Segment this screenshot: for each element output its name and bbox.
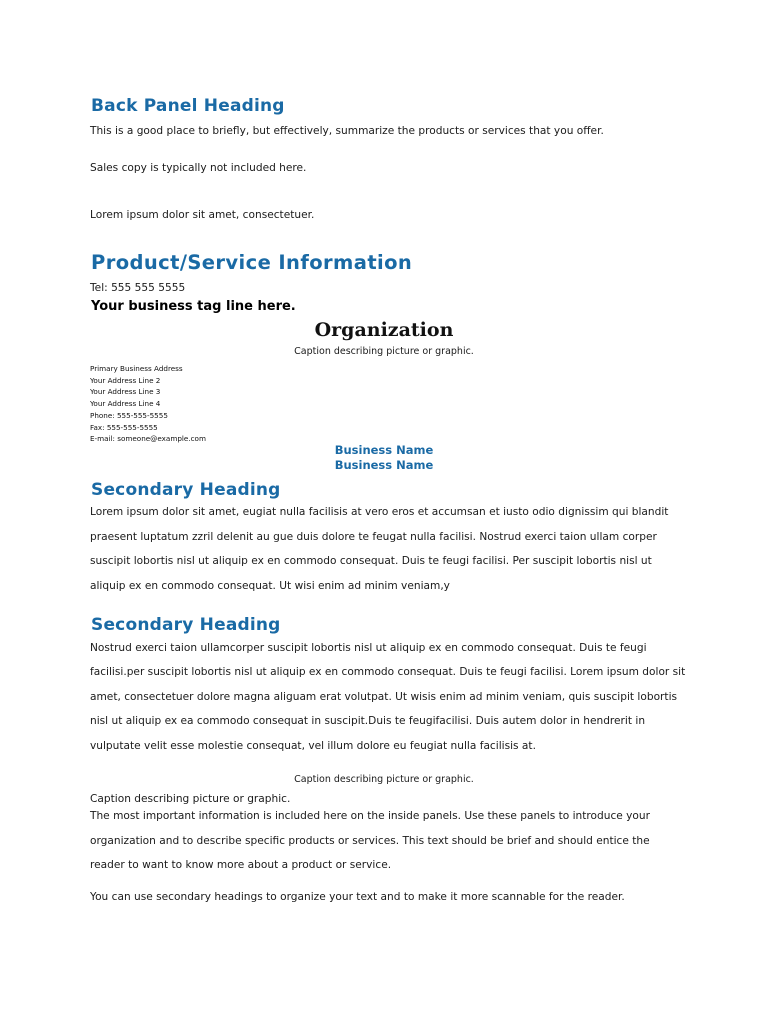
product-service-heading: Product/Service Information <box>91 251 413 274</box>
business-name: Business Name <box>334 458 434 472</box>
picture-caption-center: Caption describing picture or graphic. <box>294 774 474 785</box>
picture-caption-left: Caption describing picture or graphic. <box>90 793 291 805</box>
business-tagline: Your business tag line here. <box>91 299 296 314</box>
secondary-1-line: praesent luptatum zzril delenit au gue duis dolore te feugat nulla facilisi. Nostrud exerci taion ullam corper <box>90 531 657 543</box>
address-block <box>90 363 206 445</box>
inside-line: The most important information is included here on the inside panels. Use these panels to introduce your <box>90 810 650 822</box>
back-panel-paragraph-2: Sales copy is typically not included here. <box>90 162 307 174</box>
phone-line: Phone: 555-555-5555 <box>90 410 168 420</box>
back-panel-heading: Back Panel Heading <box>91 96 285 116</box>
secondary-1-line: Lorem ipsum dolor sit amet, eugiat nulla facilisis at vero eros et accumsan et iusto odio dignissim qui blandit <box>90 506 669 518</box>
address-line: Primary Business Address <box>90 364 183 373</box>
secondary-2-line: amet, consectetuer dolore magna aliguam erat volutpat. Ut wisis enim ad minim veniam, quis suscipit lobortis <box>90 691 678 703</box>
inside-closing: You can use secondary headings to organize your text and to make it more scannable for the reader. <box>90 891 625 903</box>
secondary-2-line: vulputate velit esse molestie consequat, vel illum dolore eu feugiat nulla facilisis at. <box>90 740 536 752</box>
secondary-2-line: Nostrud exerci taion ullamcorper suscipit lobortis nisl ut aliquip ex en commodo consequat. Duis te feugi <box>90 642 647 654</box>
address-line: Your Address Line 2 <box>90 375 161 385</box>
email-line: E-mail: someone@example.com <box>90 434 206 444</box>
address-line: Your Address Line 3 <box>90 387 161 397</box>
picture-caption: Caption describing picture or graphic. <box>294 346 474 357</box>
secondary-1-line: aliquip ex en commodo consequat. Ut wisi enim ad minim veniam,y <box>90 580 450 592</box>
organization-title: Organization <box>314 319 454 341</box>
back-panel-paragraph-1: This is a good place to briefly, but effectively, summarize the products or services that you offer. <box>90 125 604 137</box>
secondary-2-line: nisl ut aliquip ex ea commodo consequat in suscipit.Duis te feugifacilisi. Duis autem dolor in hendrerit in <box>90 715 646 727</box>
secondary-2-line: facilisi.per suscipit lobortis nisl ut aliquip ex en commodo consequat. Duis te feugi facilisi. Lorem ipsum dolor sit <box>90 666 686 678</box>
business-name: Business Name <box>334 443 434 457</box>
fax-line: Fax: 555-555-5555 <box>90 422 158 432</box>
secondary-1-line: suscipit lobortis nisl ut aliquip ex en commodo consequat. Duis te feugi facilisi. Per suscipit lobortis nisl ut <box>90 555 652 567</box>
back-panel-paragraph-3: Lorem ipsum dolor sit amet, consectetuer. <box>90 209 315 221</box>
inside-line: organization and to describe specific products or services. This text should be brief and should entice the <box>90 835 650 847</box>
telephone: Tel: 555 555 5555 <box>90 282 186 294</box>
address-line: Your Address Line 4 <box>90 399 161 409</box>
inside-line: reader to want to know more about a product or service. <box>90 859 392 871</box>
secondary-heading-2: Secondary Heading <box>91 615 281 635</box>
secondary-heading-1: Secondary Heading <box>91 480 281 500</box>
